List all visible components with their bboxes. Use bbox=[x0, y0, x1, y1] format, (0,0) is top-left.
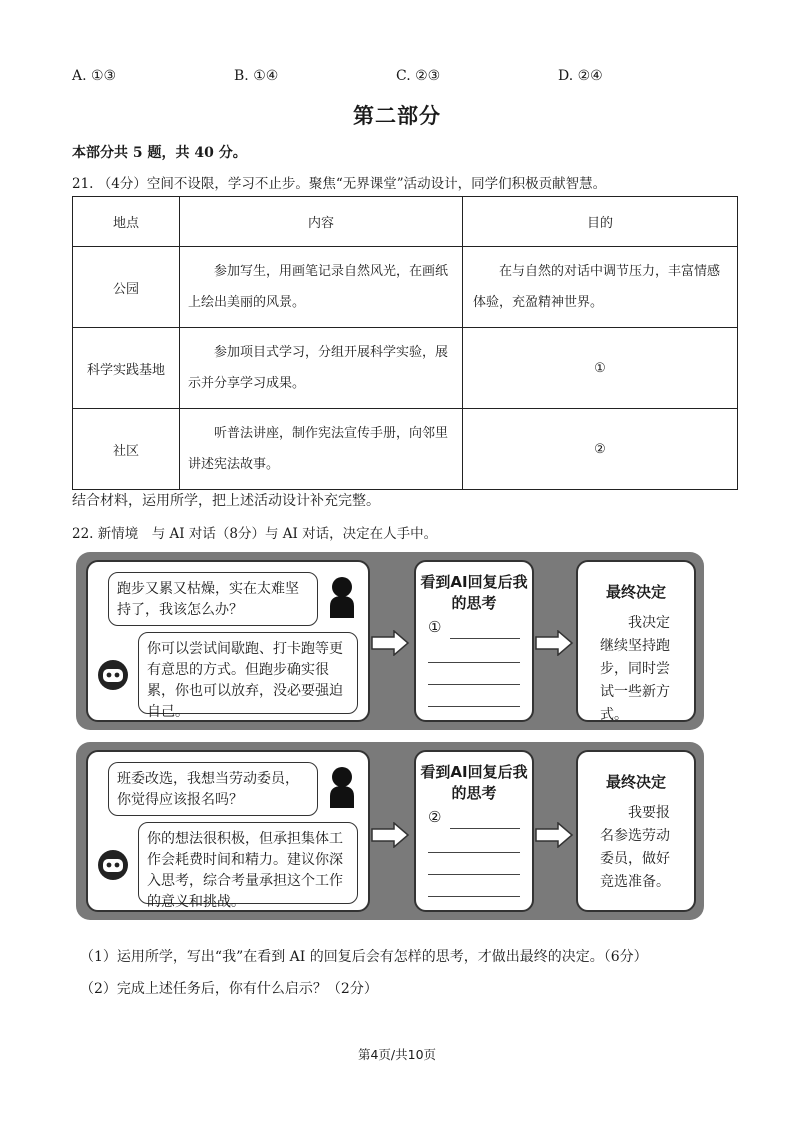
user-bubble: 班委改选，我想当劳动委员，你觉得应该报名吗？ bbox=[108, 762, 318, 816]
q21-instruction: 结合材料，运用所学，把上述活动设计补充完整。 bbox=[72, 493, 380, 509]
row-purpose: 在与自然的对话中调节压力，丰富情感体验，充盈精神世界。 bbox=[463, 247, 738, 328]
thinking-card bbox=[414, 750, 534, 912]
option-b: B. ①④ bbox=[234, 68, 279, 84]
answer-line bbox=[428, 684, 520, 685]
blank-marker: ① bbox=[428, 618, 442, 636]
answer-line bbox=[428, 852, 520, 853]
q22-sub-question-1: （1）运用所学，写出“我”在看到 AI 的回复后会有怎样的思考，才做出最终的决定。（6分） bbox=[80, 949, 648, 965]
chat-card bbox=[86, 560, 370, 722]
table-row bbox=[73, 328, 738, 409]
header-content: 内容 bbox=[180, 197, 463, 247]
answer-line bbox=[450, 828, 520, 829]
ai-bubble: 你可以尝试间歇跑、打卡跑等更有意思的方式。但跑步确实很累，你也可以放弃，没必要强迫自己。 bbox=[138, 632, 358, 714]
robot-icon bbox=[96, 658, 130, 692]
arrow-right-icon bbox=[534, 630, 574, 656]
person-icon bbox=[326, 764, 358, 808]
section-title: 第二部分 bbox=[353, 104, 441, 128]
dialogue-strip-1 bbox=[76, 552, 704, 730]
arrow-right-icon bbox=[534, 822, 574, 848]
arrow-right-icon bbox=[370, 630, 410, 656]
q22-sub-question-2: （2）完成上述任务后，你有什么启示？（2分） bbox=[80, 981, 378, 997]
blank-marker: ② bbox=[428, 808, 442, 826]
decision-text: 我决定继续坚持跑步，同时尝试一些新方式。 bbox=[600, 615, 670, 723]
page-footer: 第4页/共10页 bbox=[357, 1047, 437, 1062]
row-content: 参加项目式学习，分组开展科学实验，展示并分享学习成果。 bbox=[180, 328, 463, 409]
row-content: 听普法讲座，制作宪法宣传手册，向邻里讲述宪法故事。 bbox=[180, 409, 463, 490]
row-place: 社区 bbox=[73, 409, 180, 490]
option-d: D. ②④ bbox=[558, 68, 603, 84]
decision-text: 我要报名参选劳动委员，做好竞选准备。 bbox=[600, 805, 670, 890]
answer-line bbox=[428, 896, 520, 897]
answer-line bbox=[428, 706, 520, 707]
row-purpose-blank: ① bbox=[463, 328, 738, 409]
decision-title: 最终决定 bbox=[605, 773, 666, 791]
option-a: A. ①③ bbox=[72, 68, 117, 84]
section-intro: 本部分共 5 题，共 40 分。 bbox=[72, 145, 247, 161]
ai-bubble: 你的想法很积极，但承担集体工作会耗费时间和精力。建议你深入思考，综合考量承担这个工作的意义和挑战。 bbox=[138, 822, 358, 904]
decision-title: 最终决定 bbox=[605, 583, 666, 601]
dialogue-strip-2 bbox=[76, 742, 704, 920]
thinking-title: 看到AI回复后我的思考 bbox=[420, 573, 528, 612]
person-icon bbox=[326, 574, 358, 618]
header-place: 地点 bbox=[73, 197, 180, 247]
arrow-right-icon bbox=[370, 822, 410, 848]
robot-icon bbox=[96, 848, 130, 882]
row-purpose-blank: ② bbox=[463, 409, 738, 490]
answer-line bbox=[428, 874, 520, 875]
decision-card bbox=[576, 560, 696, 722]
header-purpose: 目的 bbox=[463, 197, 738, 247]
chat-card bbox=[86, 750, 370, 912]
answer-line bbox=[450, 638, 520, 639]
table-header-row bbox=[73, 197, 738, 247]
user-bubble: 跑步又累又枯燥，实在太难坚持了，我该怎么办？ bbox=[108, 572, 318, 626]
table-row bbox=[73, 247, 738, 328]
row-place: 公园 bbox=[73, 247, 180, 328]
thinking-title: 看到AI回复后我的思考 bbox=[420, 763, 528, 802]
decision-card bbox=[576, 750, 696, 912]
q21-stem: 21. （4分）空间不设限，学习不止步。聚焦“无界课堂”活动设计，同学们积极贡献智慧。 bbox=[72, 176, 607, 192]
option-c: C. ②③ bbox=[396, 68, 441, 84]
table-row bbox=[73, 409, 738, 490]
row-place: 科学实践基地 bbox=[73, 328, 180, 409]
q22-stem: 22. 新情境 与 AI 对话（8分）与 AI 对话，决定在人手中。 bbox=[72, 526, 438, 542]
thinking-card bbox=[414, 560, 534, 722]
activity-table bbox=[72, 196, 738, 490]
answer-line bbox=[428, 662, 520, 663]
row-content: 参加写生，用画笔记录自然风光，在画纸上绘出美丽的风景。 bbox=[180, 247, 463, 328]
